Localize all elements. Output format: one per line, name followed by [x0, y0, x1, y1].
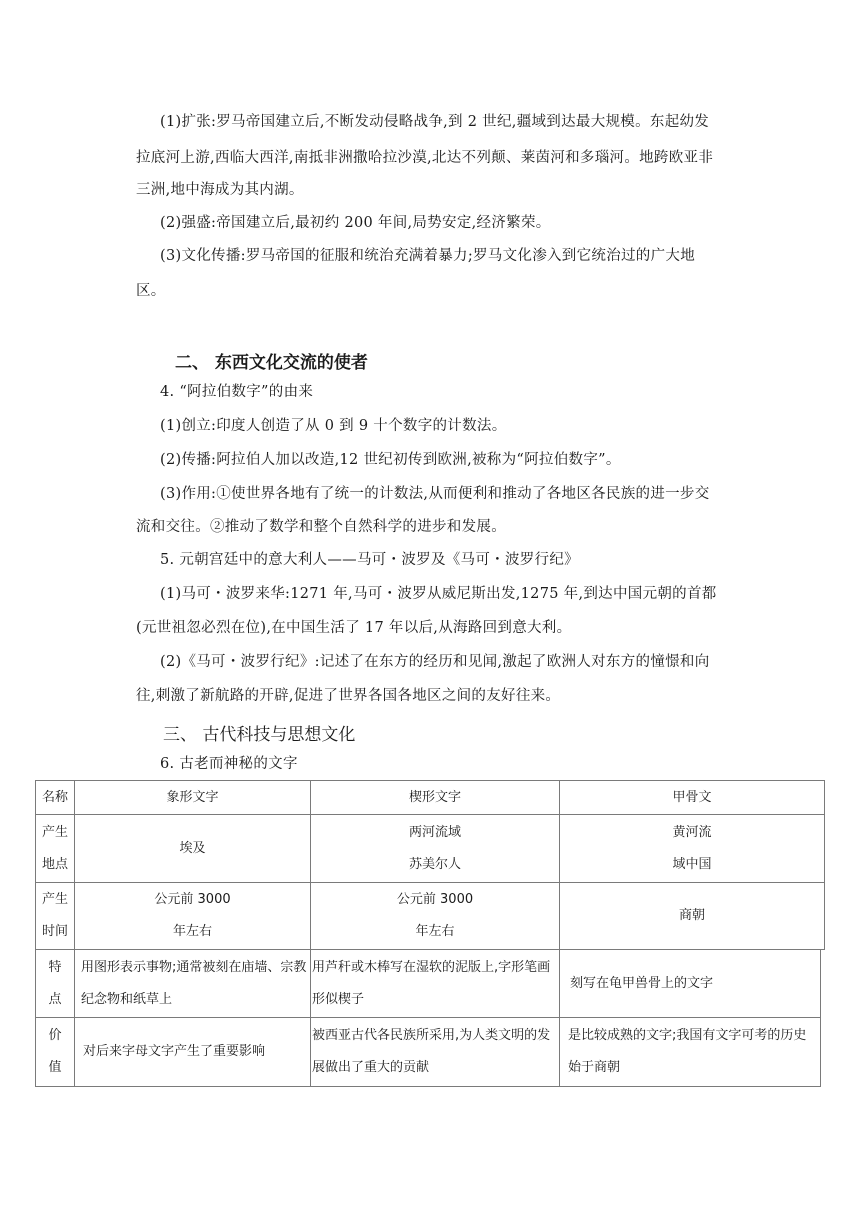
- table-header-cell: 楔形文字: [310, 780, 560, 815]
- table-row-label: 特 点: [35, 949, 75, 1018]
- table-cell: 用图形表示事物;通常被刻在庙墙、宗教 纪念物和纸草上: [74, 949, 311, 1018]
- table-row-label: 产生 地点: [35, 814, 75, 883]
- item4-effect-line-1: (3)作用:①使世界各地有了统一的计数法,从而便利和推动了各地区各民族的进一步交: [160, 486, 710, 502]
- item5-p2-line-1: (2)《马可・波罗行纪》:记述了在东方的经历和见闻,激起了欧洲人对东方的憧憬和向: [160, 654, 710, 670]
- item4-creation: (1)创立:印度人创造了从 0 到 9 十个数字的计数法。: [160, 418, 507, 434]
- item4-effect-line-2: 流和交往。②推动了数学和整个自然科学的进步和发展。: [136, 519, 506, 535]
- table-cell: 被西亚古代各民族所采用,为人类文明的发 展做出了重大的贡献: [310, 1017, 560, 1087]
- section-heading-east-west-exchange: 二、 东西文化交流的使者: [175, 353, 368, 373]
- table-cell: 是比较成熟的文字;我国有文字可考的历史 始于商朝: [559, 1017, 821, 1087]
- item4-title: 4. “阿拉伯数字”的由来: [160, 384, 314, 400]
- table-cell: 公元前 3000 年左右: [74, 882, 311, 950]
- table-cell: 两河流域 苏美尔人: [310, 814, 560, 883]
- item5-p1-line-2: (元世祖忽必烈在位),在中国生活了 17 年以后,从海路回到意大利。: [136, 620, 572, 636]
- paragraph-culture-line-2: 区。: [136, 283, 166, 299]
- table-row-label: 产生 时间: [35, 882, 75, 950]
- table-header-cell: 甲骨文: [559, 780, 825, 815]
- table-cell: 商朝: [559, 882, 825, 950]
- table-cell: 对后来字母文字产生了重要影响: [74, 1017, 311, 1087]
- table-row-label: 价 值: [35, 1017, 75, 1087]
- table-cell: 黄河流 域中国: [559, 814, 825, 883]
- table-cell: 用芦秆或木棒写在湿软的泥版上,字形笔画 形似楔子: [310, 949, 560, 1018]
- paragraph-expansion-line-3: 三洲,地中海成为其内湖。: [136, 182, 304, 198]
- paragraph-culture-line-1: (3)文化传播:罗马帝国的征服和统治充满着暴力;罗马文化渗入到它统治过的广大地: [160, 248, 696, 264]
- item5-p1-line-1: (1)马可・波罗来华:1271 年,马可・波罗从威尼斯出发,1275 年,到达中国元朝的首都: [160, 586, 717, 602]
- table-header-cell: 象形文字: [74, 780, 311, 815]
- paragraph-prosperity: (2)强盛:帝国建立后,最初约 200 年间,局势安定,经济繁荣。: [160, 215, 551, 231]
- paragraph-expansion-line-2: 拉底河上游,西临大西洋,南抵非洲撒哈拉沙漠,北达不列颠、莱茵河和多瑙河。地跨欧亚非: [136, 150, 714, 166]
- item4-spread: (2)传播:阿拉伯人加以改造,12 世纪初传到欧洲,被称为“阿拉伯数字”。: [160, 452, 621, 468]
- item5-title: 5. 元朝宫廷中的意大利人——马可・波罗及《马可・波罗行纪》: [160, 552, 579, 568]
- table-cell: 埃及: [74, 814, 311, 883]
- section-heading-ancient-science: 三、 古代科技与思想文化: [163, 725, 356, 745]
- item6-title: 6. 古老而神秘的文字: [160, 756, 298, 772]
- paragraph-expansion-line-1: (1)扩张:罗马帝国建立后,不断发动侵略战争,到 2 世纪,疆域到达最大规模。东起幼发: [160, 114, 710, 130]
- table-header-cell: 名称: [35, 780, 75, 815]
- table-cell: 公元前 3000 年左右: [310, 882, 560, 950]
- item5-p2-line-2: 往,刺激了新航路的开辟,促进了世界各国各地区之间的友好往来。: [136, 688, 561, 704]
- table-cell: 刻写在龟甲兽骨上的文字: [559, 949, 821, 1018]
